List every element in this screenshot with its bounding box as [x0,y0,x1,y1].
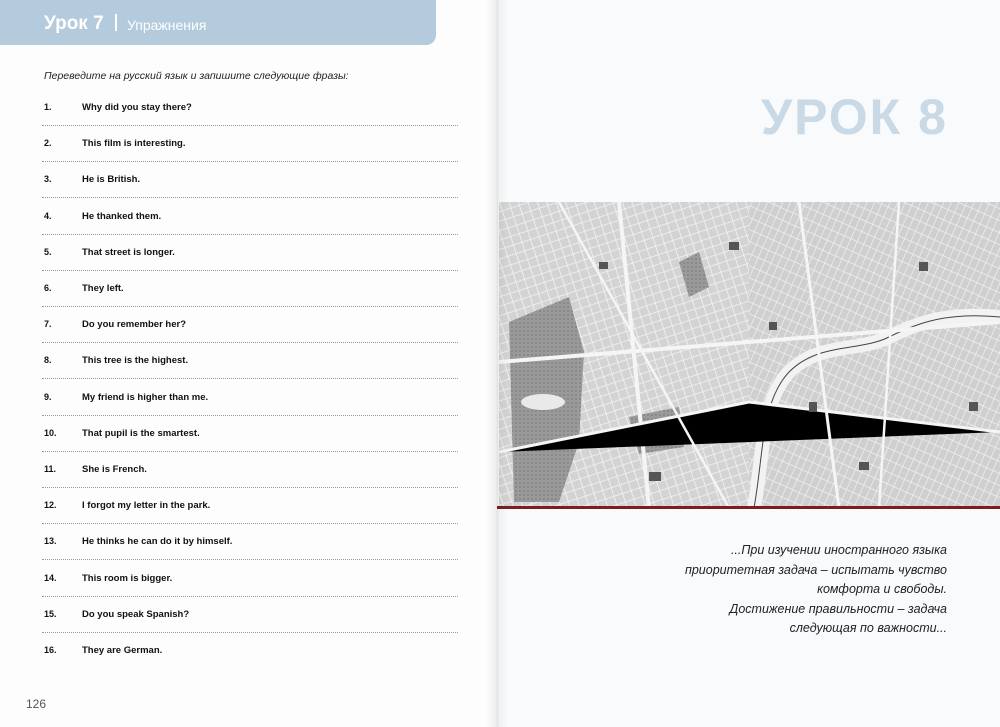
exercise-number: 6. [44,283,52,293]
exercise-sentence: My friend is higher than me. [82,391,209,403]
quote-line: Достижение правильности – задача [729,601,947,616]
answer-line [42,125,458,126]
answer-line [42,487,458,488]
exercise-number: 8. [44,355,52,366]
answer-line [42,234,458,235]
exercise-number: 13. [44,536,57,547]
answer-line [42,270,458,271]
answer-line [42,197,458,198]
exercise-number: 11. [44,464,57,474]
quote-line: следующая по важности... [789,621,947,635]
answer-line [42,161,458,162]
exercise-item [0,283,490,319]
exercise-sentence: That pupil is the smartest. [82,427,200,439]
answer-line [42,523,458,524]
exercise-item [0,102,490,138]
answer-line [42,342,458,343]
exercise-number: 5. [44,246,52,257]
exercise-sentence: Do you remember her? [82,319,186,331]
answer-line [42,378,458,379]
answer-line [42,596,458,597]
exercise-sentence: This film is interesting. [82,138,186,150]
london-map-illustration [499,202,1000,508]
map-underline [497,506,1000,509]
exercise-number: 14. [44,572,57,583]
epigraph-quote [657,541,947,639]
exercise-number: 16. [44,645,57,655]
exercise-item [0,138,490,174]
answer-line [42,451,458,452]
exercise-item [0,428,490,464]
exercise-item [0,645,490,681]
quote-line: комфорта и свободы. [817,582,947,596]
exercise-sentence: He is British. [82,174,141,186]
answer-line [42,559,458,560]
exercise-number: 1. [44,102,52,112]
exercise-sentence: She is French. [82,464,147,475]
exercise-number: 3. [44,174,52,185]
exercise-number: 12. [44,500,57,511]
exercise-sentence: He thinks he can do it by himself. [82,536,233,548]
exercise-item [0,573,490,609]
exercise-sentence: I forgot my letter in the park. [82,500,211,512]
answer-line [42,415,458,416]
exercise-item [0,536,490,572]
exercise-sentence: Why did you stay there? [82,102,192,113]
exercise-item [0,464,490,500]
exercise-number: 4. [44,210,52,221]
exercise-sentence: This tree is the highest. [82,355,189,367]
exercise-item [0,319,490,355]
exercise-instructions: Переведите на русский язык и запишите следующие фразы: [44,70,349,82]
exercise-item [0,392,490,428]
left-page [0,0,497,727]
exercise-number: 15. [44,608,57,619]
exercise-item [0,174,490,210]
exercise-number: 7. [44,319,52,330]
exercise-sentence: That street is longer. [82,246,175,258]
book-gutter-shadow [486,0,508,727]
map-graphic [499,202,1000,508]
lesson-8-title: УРОК 8 [761,89,948,145]
exercise-item [0,355,490,391]
exercise-item [0,247,490,283]
exercise-list [0,0,490,700]
exercise-sentence: They left. [82,283,124,294]
exercise-sentence: They are German. [82,645,163,656]
exercise-sentence: This room is bigger. [82,572,173,584]
quote-line: ...При изучении иностранного языка [730,543,947,557]
exercise-item [0,609,490,645]
exercise-item [0,500,490,536]
answer-line [42,632,458,633]
lesson-7-title: Урок 7 [44,13,104,34]
quote-line: приоритетная задача – испытать чувство [684,562,947,577]
answer-line [42,306,458,307]
page-number: 126 [26,697,47,711]
exercise-sentence: Do you speak Spanish? [82,608,190,620]
section-title: Упражнения [127,17,207,33]
exercise-number: 2. [44,138,52,149]
exercise-item [0,211,490,247]
exercise-number: 9. [44,391,52,402]
exercise-sentence: He thanked them. [82,210,162,222]
exercise-number: 10. [44,427,57,438]
right-page [497,0,1000,727]
